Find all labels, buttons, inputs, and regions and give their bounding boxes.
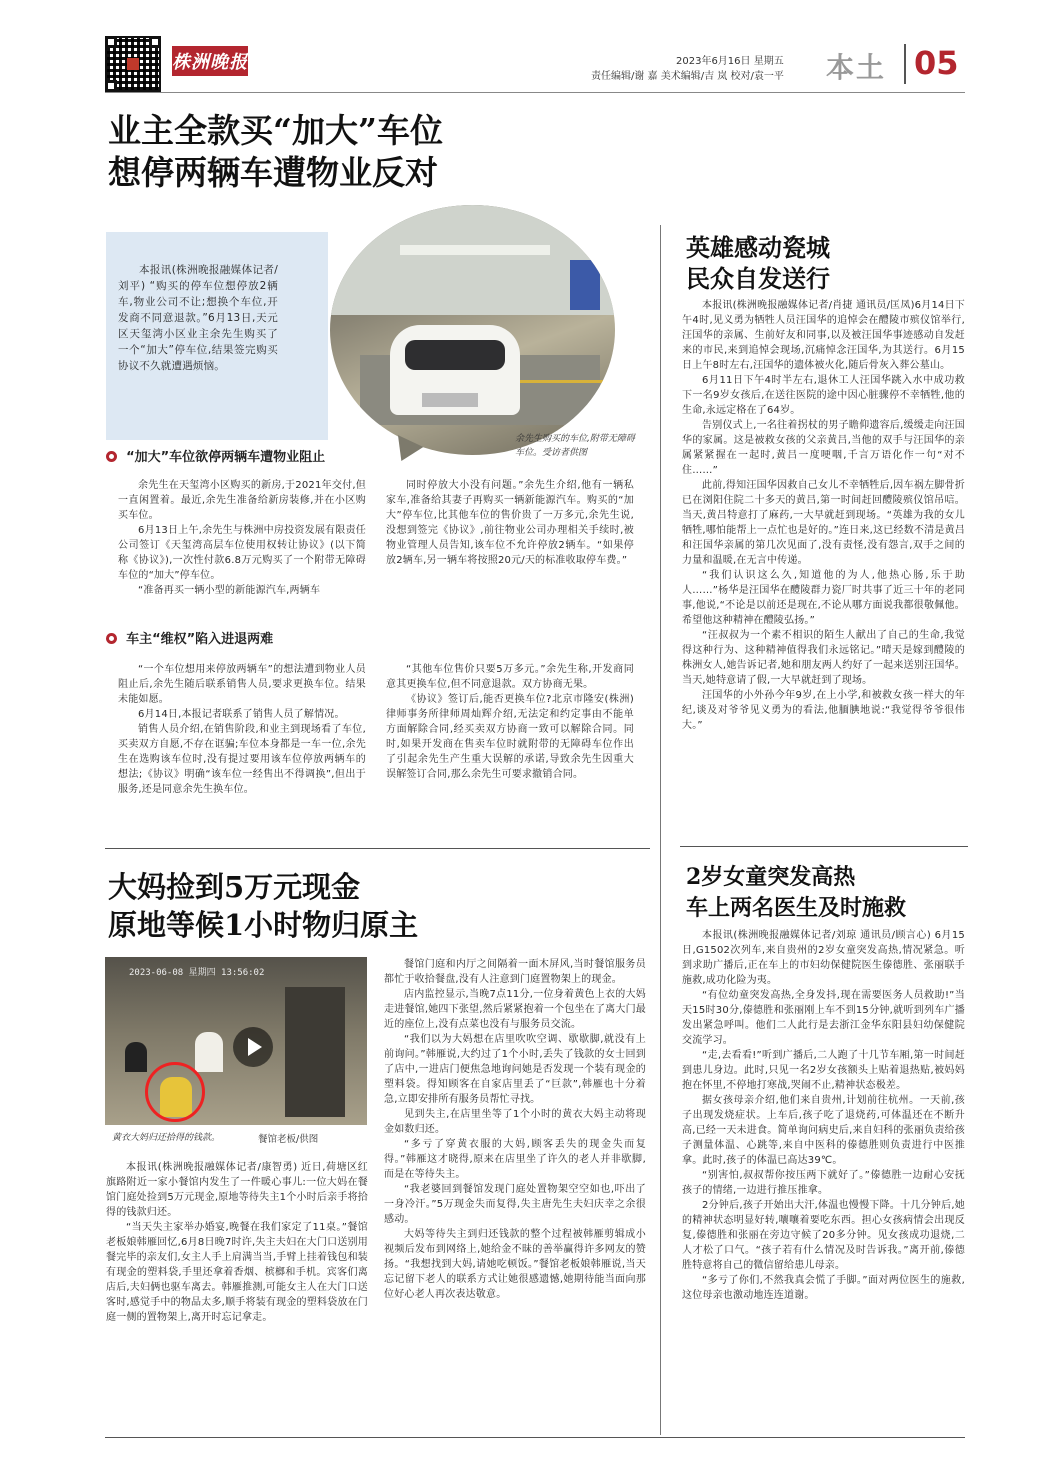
story2-photo-caption-left: 黄衣大妈归还拾得的钱款。 [112,1133,221,1143]
paragraph: 本报讯(株洲晚报融媒体记者/刘琼 通讯员/顾言心) 6月15日,G1502次列车,来自贵州的2岁女童突发高热,情况紧急。听到求助广播后,正在车上的市妇幼保健院医生傣德胜、张丽联手施救,成功化险为夷。 [682,930,965,986]
story2-photo-caption-right: 餐馆老板/供图 [258,1134,319,1145]
paragraph: 本报讯(株洲晚报融媒体记者/肖捷 通讯员/匡凤)6月14日下午4时,见义勇为牺牲人员汪国华的追悼会在醴陵市殡仪馆举行,汪国华的亲属、生前好友和同事,以及被汪国华事迹感动自发赶来的市民,来到追悼会现场,沉痛悼念汪国华,为其送行。6月15日上午8时左右,汪国华的遗体被火化,随后骨灰入葬公墓山。 [682,300,965,371]
paragraph: 6月13日上午,余先生与株洲中房投资发展有限责任公司签订《天玺湾高层车位使用权转让协议》(以下简称《协议》),一次性付款6.8万元购买了一个附带无障碍车位的“加大”停车位。 [118,525,366,581]
paragraph: 店内监控显示,当晚7点11分,一位身着黄色上衣的大妈走进餐馆,她四下张望,然后紧紧抱着一个包坐在了离大门最近的座位上,没有点菜也没有与服务员交流。 [384,989,646,1030]
paragraph: 此前,得知汪国华因救自己女儿不幸牺牲后,因车祸左脚骨折已在浏阳住院二十多天的黄吕,第一时间赶回醴陵殡仪馆吊唁。当天,黄吕特意打了麻药,一大早就赶到现场。“英雄为我的女儿牺牲,哪怕能帮上一点忙也是好的。”连日来,这已经数不清是黄吕和汪国华亲属的第几次见面了,没有责怪,没有怨言,双手之间的力量和温暖,在无言中传递。 [682,480,965,566]
story1-title-line1: 业主全款买“加大”车位 [108,111,443,150]
story3-title-line1: 英雄感动瓷城 [686,233,830,262]
story1-sub1-col2 [386,478,634,568]
highlight-circle [145,1062,205,1122]
story1-photo-caption: 余先生购买的车位,附带无障碍车位。受访者供图 [515,434,635,458]
paragraph: “我们认识这么久,知道他的为人,他热心肠,乐于助人……”杨华是汪国华在醴陵群力瓷厂时共事了近三十年的老同事,他说,“不论是以前还是现在,不论从哪方面说我都很敬佩他。希望他这种精神在醴陵弘扬。” [682,570,965,626]
masthead-logo [172,46,248,76]
section-divider [904,44,906,84]
story1-sub2-text: 车主“维权”陷入进退两难 [126,632,274,647]
paragraph: 6月11日下午4时半左右,退休工人汪国华跳入水中成功救下一名9岁女孩后,在送往医院的途中因心脏骤停不幸牺牲,他的生命,永远定格在了64岁。 [682,375,965,416]
column-divider [660,225,661,1435]
header-editors: 责任编辑/谢 嘉 美术编辑/吉 岚 校对/袁一平 [591,71,784,82]
story4-title-line2: 车上两名医生及时施救 [686,895,907,921]
story3-body [682,298,965,733]
paragraph: 《协议》签订后,能否更换车位?北京市隆安(株洲)律师事务所律师周灿辉介绍,无法定和约定事由不能单方面解除合同,经买卖双方协商一致可以解除合同。同时,如果开发商在售卖车位时就附带的无障碍车位作出了引起余先生产生重大误解的承诺,导致余先生因重大误解签订合同,那么余先生可要求撤销合同。 [386,694,634,780]
story1-sub2-col1 [118,662,366,797]
story4-headline [686,862,906,924]
subhead-bullet-icon [106,633,117,644]
surveillance-photo [105,957,367,1125]
paragraph: 据女孩母亲介绍,他们来自贵州,计划前往杭州。一天前,孩子出现发烧症状。上车后,孩子吃了退烧药,可体温还在不断升高,已经一天未进食。简单询问病史后,来自妇科的张丽负责给孩子测量体温、心跳等,来自中医科的傣德胜则负责进行中医推拿。此时,孩子的体温已高达39℃。 [682,1095,965,1166]
paragraph: “我们以为大妈想在店里吹吹空调、歇歇脚,就没有上前询问。”韩雁说,大约过了1个小时,丢失了钱款的女士回到了店中,一进店门便焦急地询问她是否发现一个装有现金的塑料袋。得知顾客在自家店里丢了“巨款”,韩雁也十分着急,立即安排所有服务员帮忙寻找。 [384,1034,646,1105]
paragraph: “当天失主家举办婚宴,晚餐在我们家定了11桌。”餐馆老板娘韩雁回忆,6月8日晚7时许,失主夫妇在大门口送别用餐完毕的亲友们,女主人手上肩满当当,手臂上挂着钱包和装有现金的塑料袋,手里还拿着香烟、槟榔和手机。宾客们离店后,夫妇俩也驱车离去。韩雁推测,可能女主人在大门口送客时,感觉手中的物品太多,顺手将装有现金的塑料袋放在门庭一侧的置物架上,离开时忘记拿走。 [106,1222,368,1323]
story1-sub1-col1 [118,478,366,598]
play-button[interactable] [233,1027,273,1067]
story3-bottom-rule [680,846,968,847]
paragraph: “其他车位售价只要5万多元。”余先生称,开发商同意其更换车位,但不同意退款。双方协商无果。 [386,664,634,690]
story4-title-line1: 2岁女童突发高热 [686,864,856,890]
story2-title-line1: 大妈捡到5万元现金 [108,870,361,904]
qr-code [105,36,161,92]
masthead-text: 株洲晚报 [172,52,248,73]
video-timestamp: 2023-06-08 星期四 13:56:02 [129,968,265,978]
header-rule [105,92,965,93]
paragraph: 大妈等待失主到归还钱款的整个过程被韩雁剪辑成小视频后发布到网络上,她给金不昧的善举赢得许多网友的赞扬。“我想找到大妈,请她吃顿饭。”餐馆老板娘韩雁说,当天忘记留下老人的联系方式让她很感遗憾,她期待能当面向那位好心老人再次表达敬意。 [384,1229,646,1300]
story1-bottom-rule [105,848,650,849]
footer-rule [105,1437,965,1438]
story1-title-line2: 想停两辆车遭物业反对 [108,153,438,192]
story2-col2 [384,957,646,1302]
story1-headline [108,110,443,194]
story1-subhead1 [106,446,325,465]
story4-body [682,928,965,1303]
story3-title-line2: 民众自发送行 [686,264,830,293]
story1-lead [118,262,278,374]
paragraph: 见到失主,在店里坐等了1个小时的黄衣大妈主动将现金如数归还。 [384,1109,646,1135]
paragraph: 6月14日,本报记者联系了销售人员了解情况。 [138,709,345,720]
paragraph: “一个车位想用来停放两辆车”的想法遭到物业人员阻止后,余先生随后联系销售人员,要求更换车位。结果未能如愿。 [118,664,366,705]
paragraph: “多亏了你们,不然我真会慌了手脚。”面对两位医生的施救,这位母亲也激动地连连道谢。 [682,1275,965,1301]
paragraph: 本报讯(株洲晚报融媒体记者/康智勇) 近日,荷塘区红旗路附近一家小餐馆内发生了一件暖心事儿:一位大妈在餐馆门庭处捡到5万元现金,原地等待失主1个小时后亲手将拾得的钱款归还。 [106,1162,368,1218]
header-date: 2023年6月16日 星期五 [676,56,784,67]
paragraph: “走,去看看!”听到广播后,二人跑了十几节车厢,第一时间赶到患儿身边。此时,只见一名2岁女孩额头上贴着退热贴,被妈妈抱在怀里,不停地打寒战,哭闹不止,精神状态极差。 [682,1050,965,1091]
section-name: 本土 [826,51,887,84]
story1-sub1-text: “加大”车位欲停两辆车遭物业阻止 [126,450,326,465]
paragraph: “准备再买一辆小型的新能源汽车,两辆车 [138,585,321,596]
story3-headline [686,232,830,294]
paragraph: “我老婆回到餐馆发现门庭处置物架空空如也,吓出了一身冷汗。”5万现金失而复得,失主唐先生夫妇庆幸之余很感动。 [384,1184,646,1225]
subhead-bullet-icon [106,451,117,462]
paragraph: 同时停放大小没有问题。”余先生介绍,他有一辆私家车,准备给其妻子再购买一辆新能源汽车。购买的“加大”停车位,比其他车位的售价贵了一万多元,余先生说,没想到签完《协议》,前往物业公司办理相关手续时,被物业管理人员告知,该车位不允许停放2辆车。“如果停放2辆车,另一辆车将按照20元/天的标准收取停车费。” [386,480,634,566]
paragraph: 餐馆门庭和内厅之间隔着一面木屏风,当时餐馆服务员都忙于收拾餐盘,没有人注意到门庭置物架上的现金。 [384,959,646,985]
paragraph: “汪叔叔为一个素不相识的陌生人献出了自己的生命,我觉得这种行为、这种精神值得我们永远铭记。”晴天是嫁到醴陵的株洲女人,她告诉记者,她和朋友两人约好了一起来送别汪国华。当天,她特意请了假,一大早就赶到了现场。 [682,630,965,686]
paragraph: “多亏了穿黄衣服的大妈,顾客丢失的现金失而复得。”韩雁这才晓得,原来在店里坐了许久的老人并非歇脚,而是在等待失主。 [384,1139,646,1180]
paragraph: 告别仪式上,一名往着拐杖的男子瞻仰遗容后,缓缓走向汪国华的家属。这是被救女孩的父亲黄吕,当他的双手与汪国华的亲属紧紧握在一起时,黄吕一度哽咽,千言万语化作一句“对不住……” [682,420,965,476]
parking-photo [330,205,615,455]
paragraph: 销售人员介绍,在销售阶段,和业主到现场看了车位,买卖双方自愿,不存在诓骗;车位本身都是一车一位,余先生在选购该车位时,没有提过要用该车位停放两辆车的想法;《协议》明确“该车位一经售出不得调换”,但出于服务,还是同意余先生换车位。 [118,724,366,795]
paragraph: “有位幼童突发高热,全身发抖,现在需要医务人员救助!”当天15时30分,傣德胜和张丽刚上车不到15分钟,就听到列车广播发出紧急呼叫。他们二人此行是去浙江金华东阳县妇幼保健院交流学习。 [682,990,965,1046]
story1-subhead2 [106,628,273,647]
story1-lead-text: 本报讯(株洲晚报融媒体记者/刘平) “购买的停车位想停放2辆车,物业公司不让;想换个车位,开发商不同意退款。”6月13日,天元区天玺湾小区业主余先生购买了一个“加大”停车位,结果签完购买协议不久就遭遇烦恼。 [118,264,278,372]
story2-col1 [106,1160,368,1325]
page-number: 05 [914,44,959,82]
story2-headline [108,868,418,944]
story2-title-line2: 原地等候1小时物归原主 [108,908,419,942]
paragraph: 2分钟后,孩子开始出大汗,体温也慢慢下降。十几分钟后,她的精神状态明显好转,嚷嚷着要吃东西。担心女孩病情会出现反复,傣德胜和张丽在旁边守候了20多分钟。见女孩成功退烧,二人才松了口气。“孩子若有什么情况及时告诉我。”离开前,傣德胜特意将自己的微信留给患儿母亲。 [682,1200,965,1271]
play-icon [248,1038,262,1056]
paragraph: “别害怕,叔叔帮你按压两下就好了。”傣德胜一边耐心安抚孩子的情绪,一边进行推压推拿。 [682,1170,965,1196]
paragraph: 汪国华的小外孙今年9岁,在上小学,和被救女孩一样大的年纪,谈及对爷爷见义勇为的看法,他腼腆地说:“我觉得爷爷很伟大。” [682,690,965,731]
paragraph: 余先生在天玺湾小区购买的新房,于2021年交付,但一直闲置着。最近,余先生准备给新房装修,并在小区购买车位。 [118,480,366,521]
story1-sub2-col2 [386,662,634,782]
